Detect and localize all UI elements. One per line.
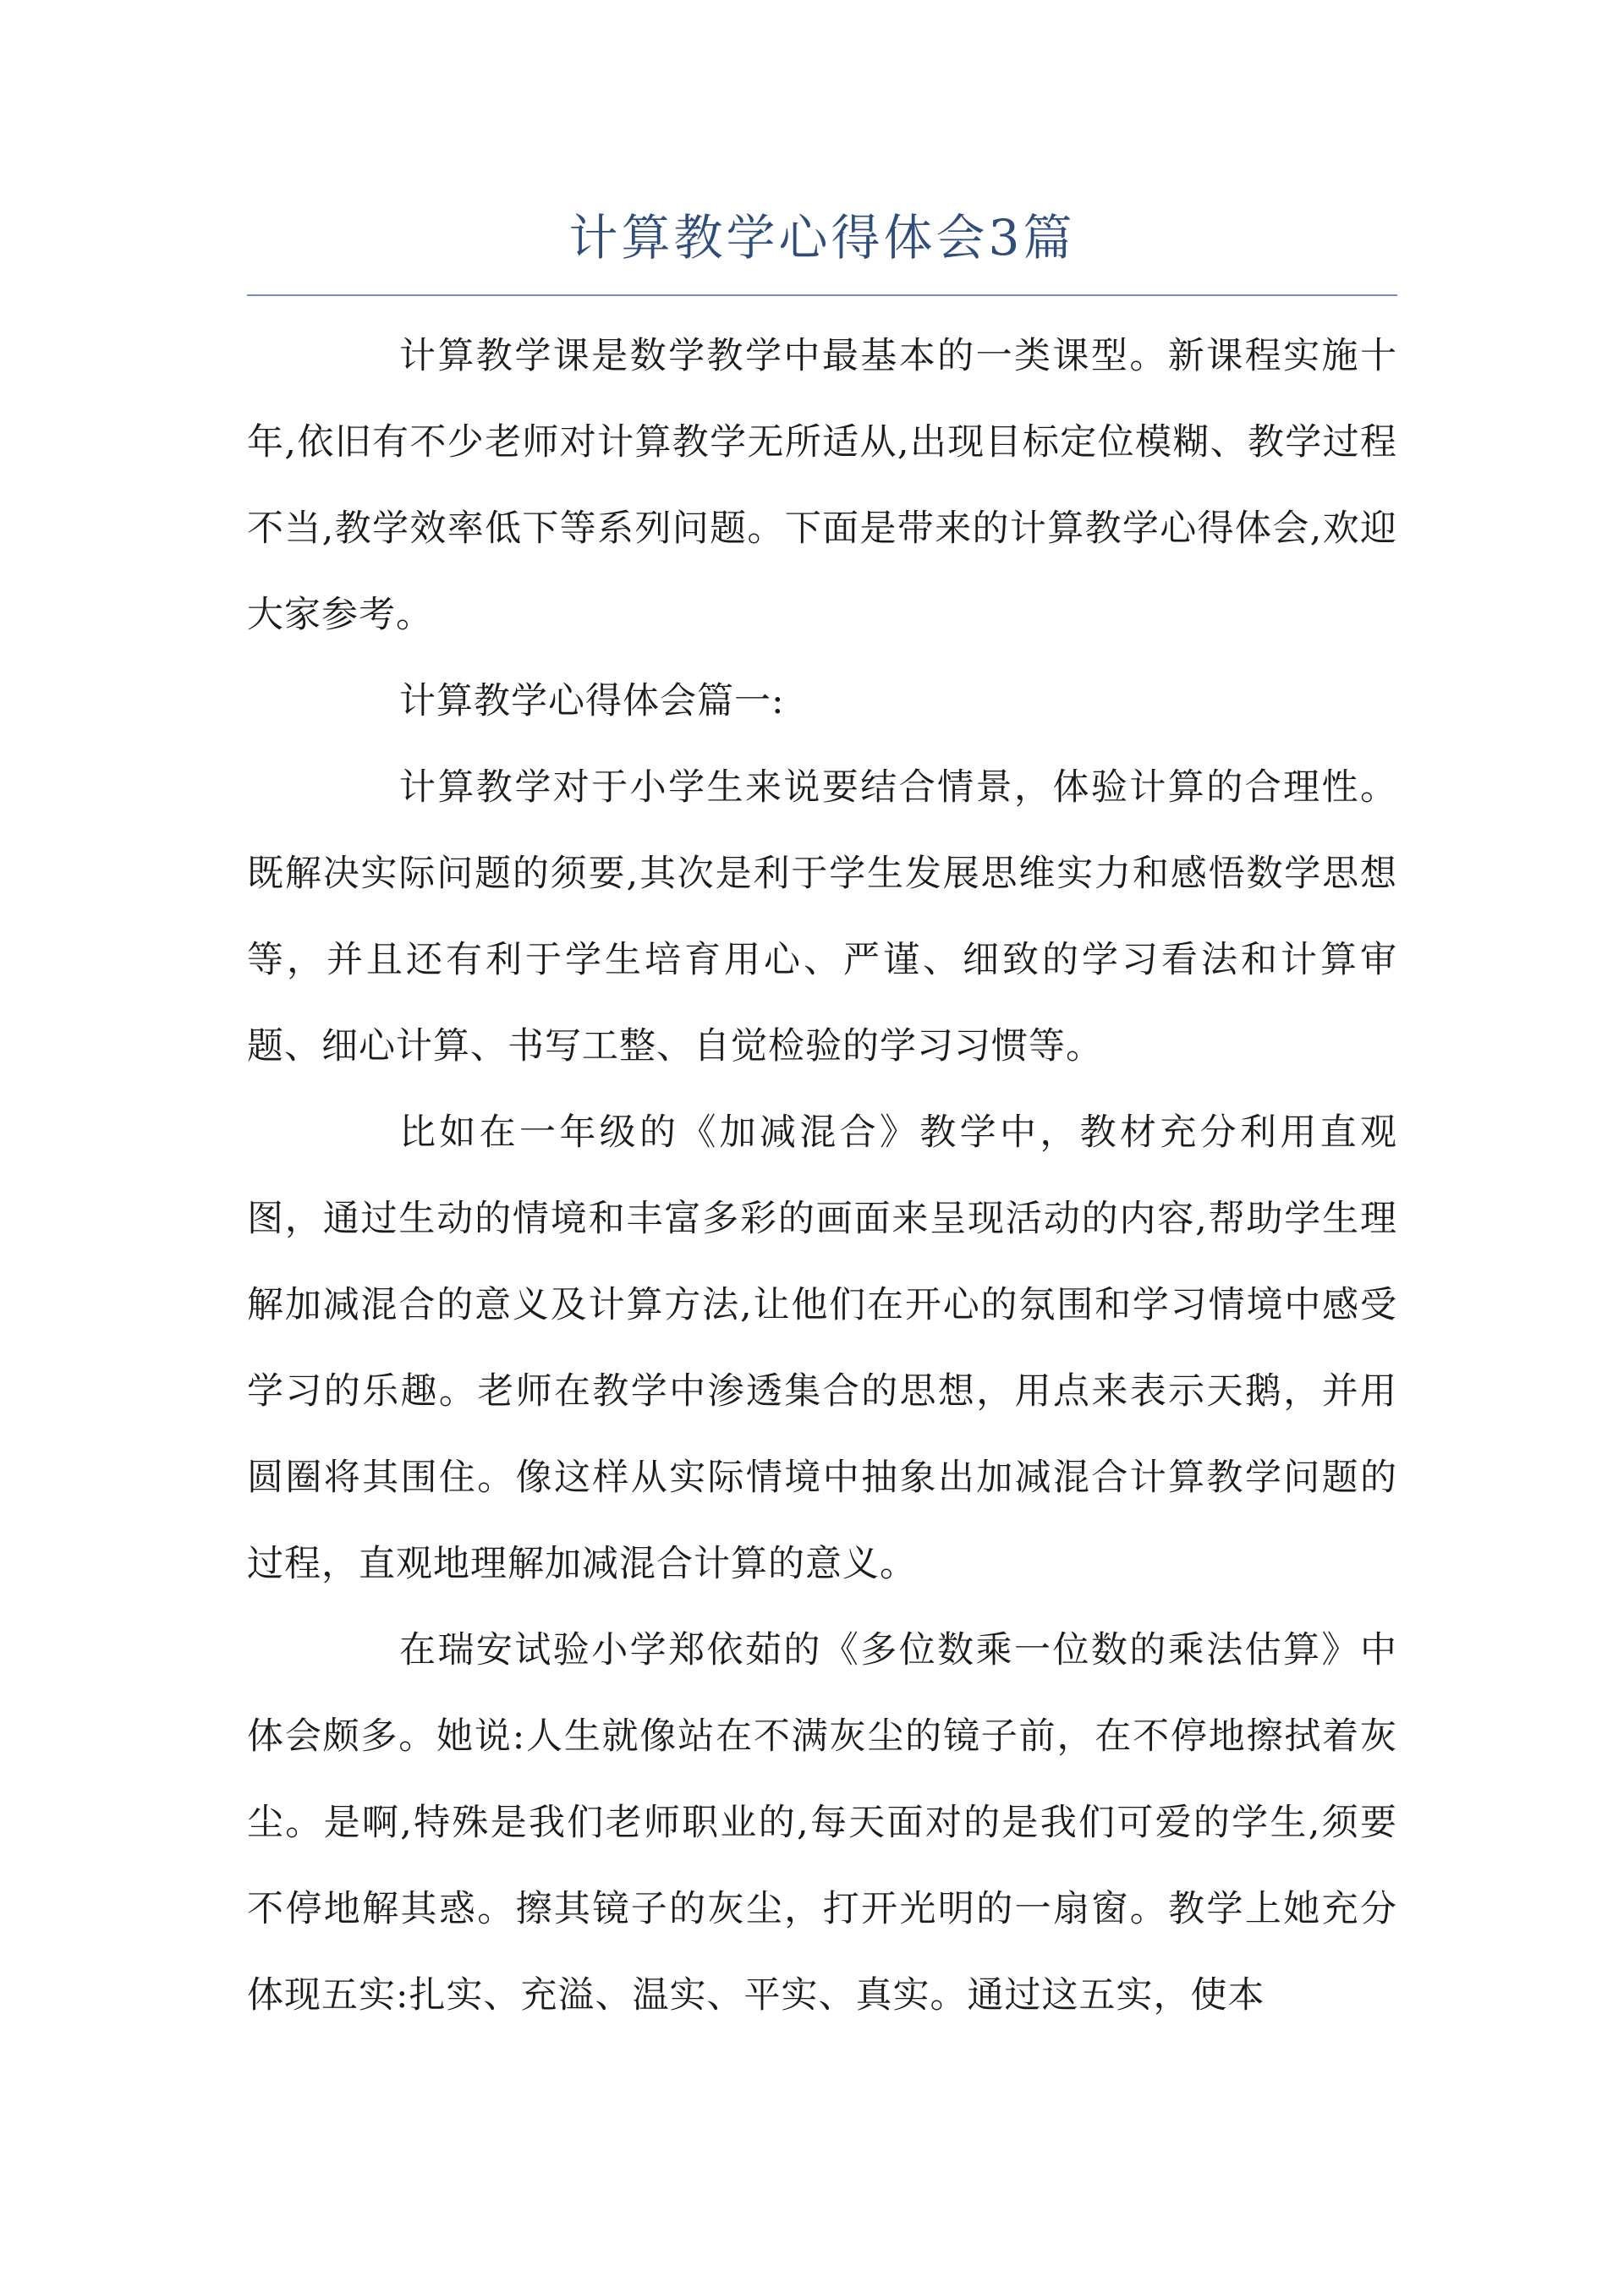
section-heading-part-one: 计算教学心得体会篇一: [399, 680, 785, 722]
paragraph-intro: 计算教学课是数学教学中最基本的一类课型。新课程实施十年,依旧有不少老师对计算教学无所适从,出现目标定位模糊、教学过程不当,教学效率低下等系列问题。下面是带来的计算教学心得体会,欢迎大家参考。 [247, 335, 1397, 636]
paragraph-ruian-example: 在瑞安试验小学郑依茹的《多位数乘一位数的乘法估算》中体会颇多。她说:人生就像站在不满灰尘的镜子前，在不停地擦拭着灰尘。是啊,特殊是我们老师职业的,每天面对的是我们可爱的学生,须要不停地解其惑。擦其镜子的灰尘，打开光明的一扇窗。教学上她充分体现五实:扎实、充溢、温实、平实、真实。通过这五实，使本 [247, 1629, 1397, 2017]
title-divider [247, 294, 1397, 296]
document-title: 计算教学心得体会3篇 [568, 209, 1076, 266]
document-page [247, 0, 1397, 2294]
paragraph-calculation-context: 计算教学对于小学生来说要结合情景，体验计算的合理性。既解决实际问题的须要,其次是利于学生发展思维实力和感悟数学思想等，并且还有利于学生培育用心、严谨、细致的学习看法和计算审题、细心计算、书写工整、自觉检验的学习习惯等。 [247, 766, 1397, 1067]
document-body [247, 313, 1397, 2039]
paragraph-grade-one-example: 比如在一年级的《加减混合》教学中，教材充分利用直观图，通过生动的情境和丰富多彩的画面来呈现活动的内容,帮助学生理解加减混合的意义及计算方法,让他们在开心的氛围和学习情境中感受学习的乐趣。老师在教学中渗透集合的思想，用点来表示天鹅，并用圆圈将其围住。像这样从实际情境中抽象出加减混合计算教学问题的过程，直观地理解加减混合计算的意义。 [247, 1111, 1397, 1585]
